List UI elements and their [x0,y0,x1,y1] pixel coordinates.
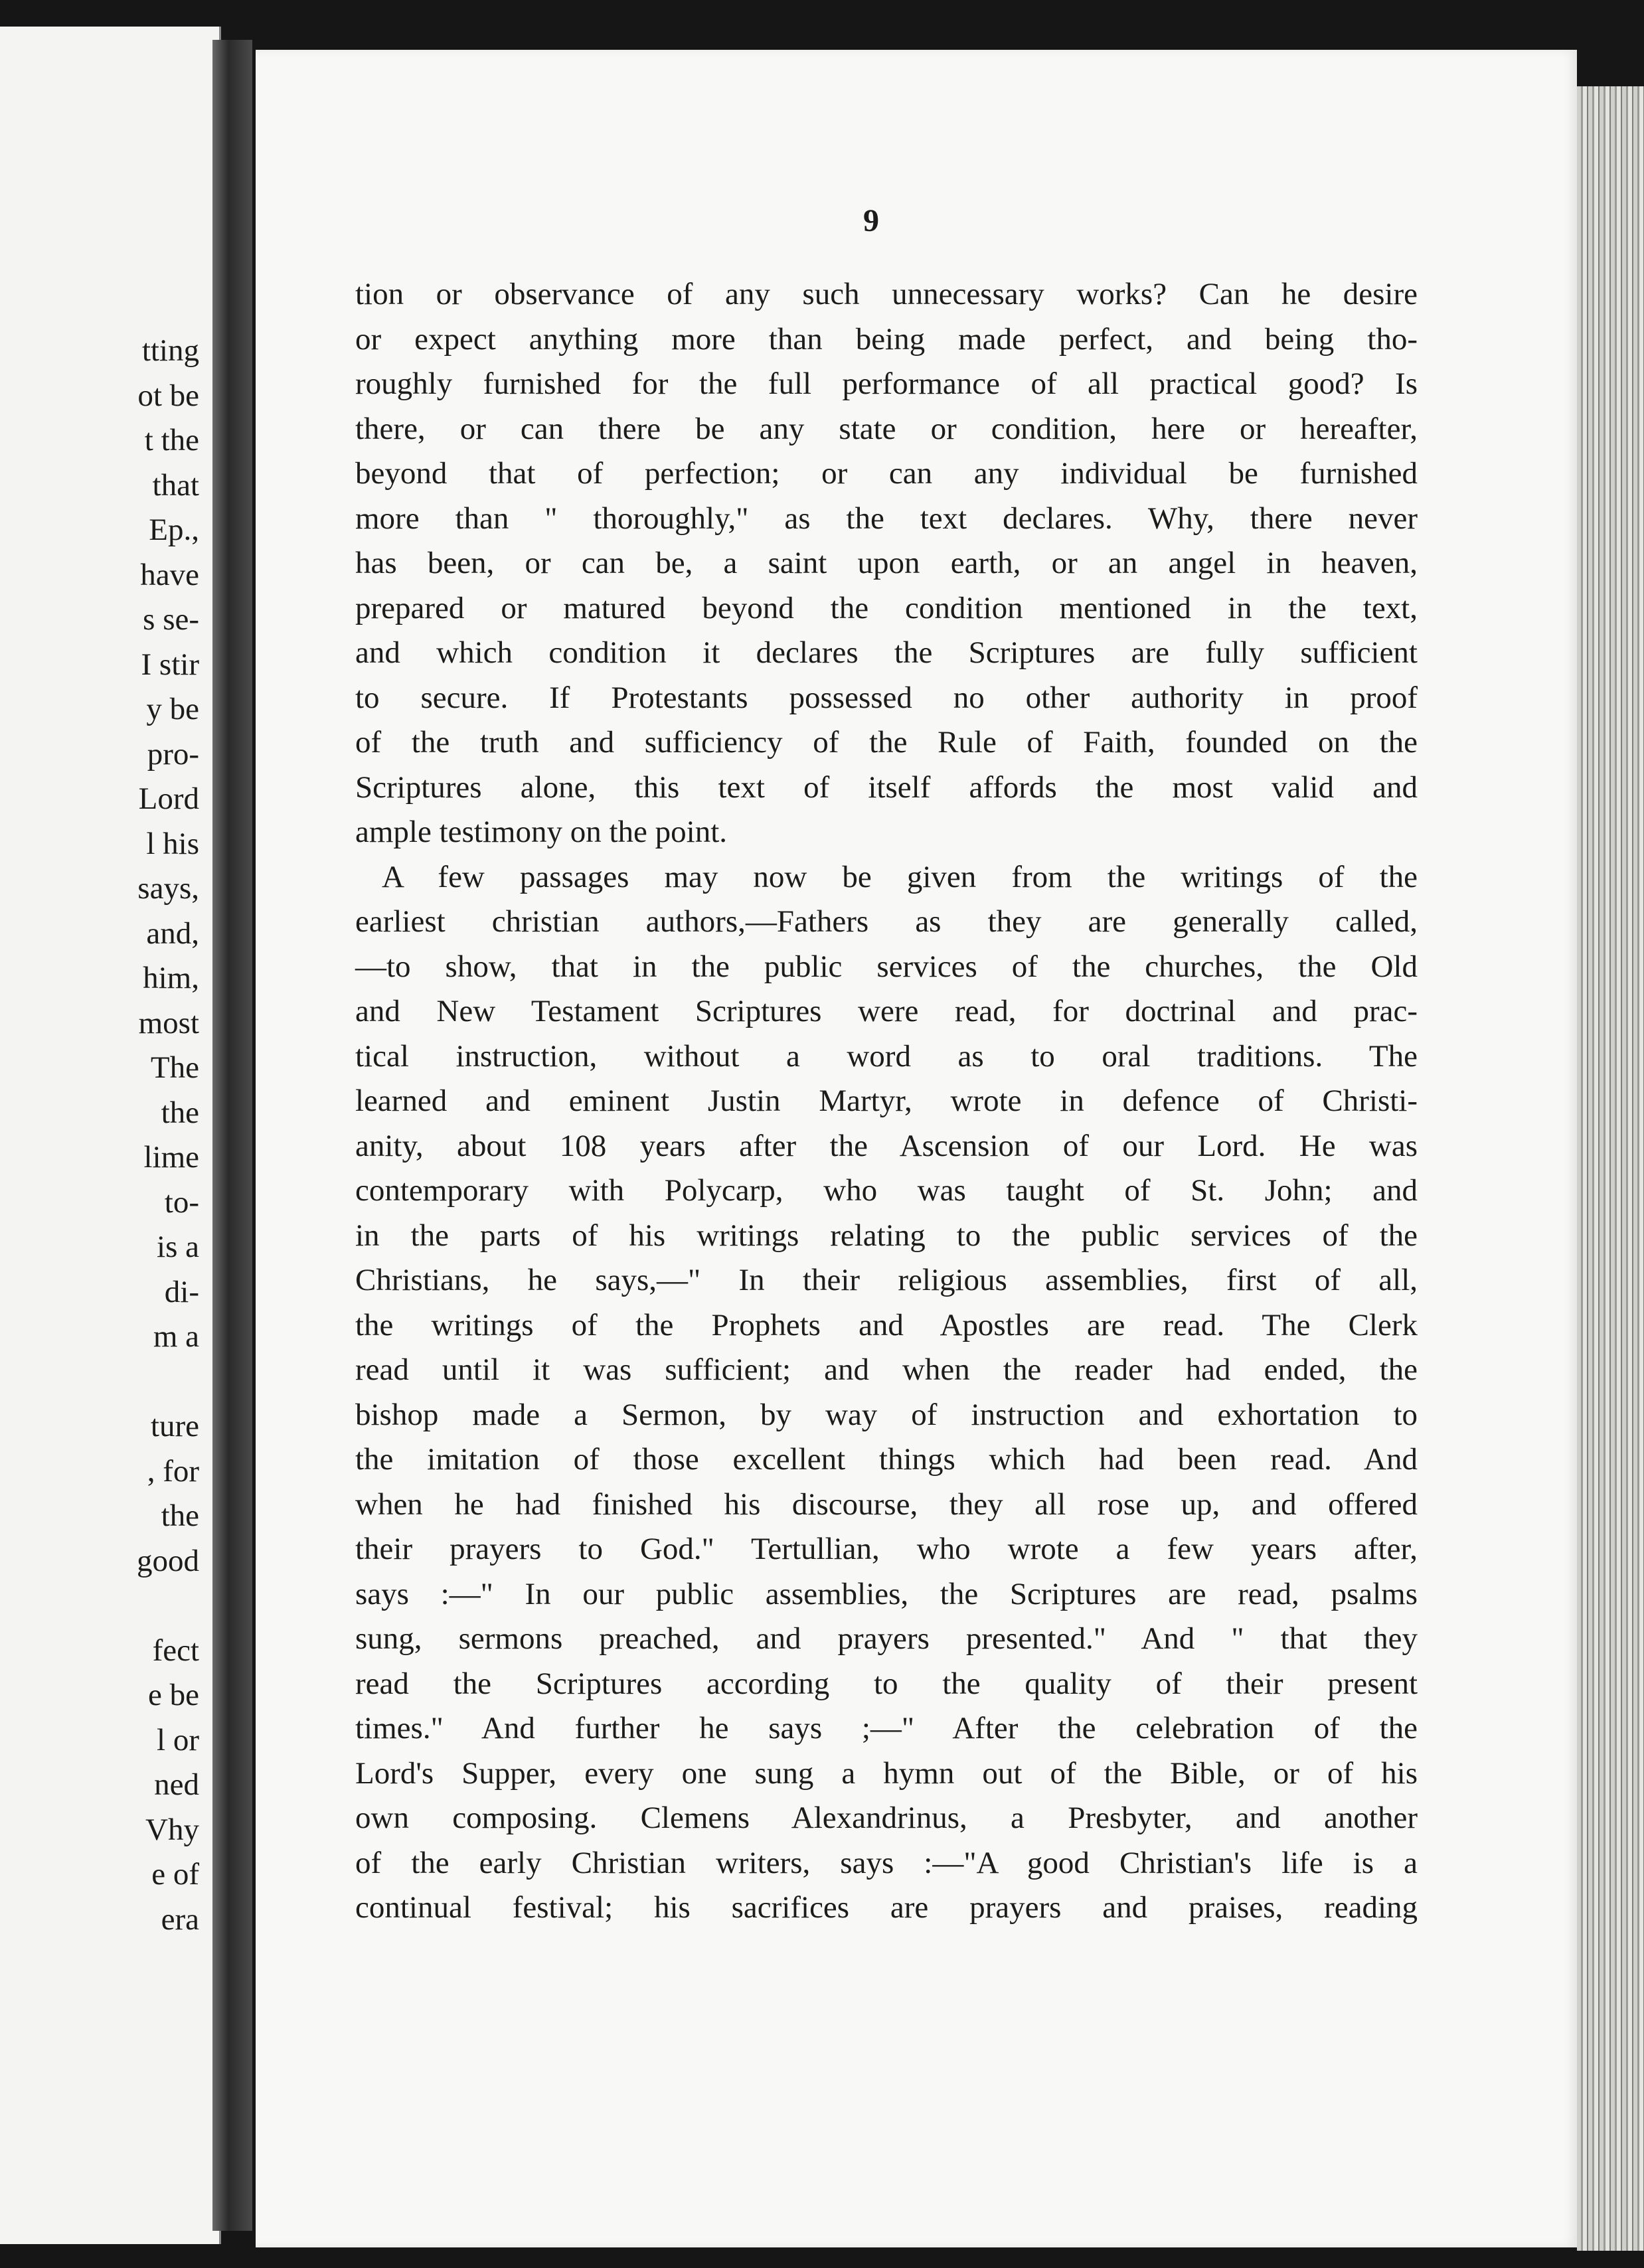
left-page-fragment [0,1583,199,1629]
text-line: own composing. Clemens Alexandrinus, a Presbyter, and another [355,1801,1418,1835]
text-line: Lord's Supper, every one sung a hymn out of the Bible, or of his [355,1755,1418,1791]
text-line: prepared or matured beyond the condition mentioned in the text, [355,590,1418,625]
left-page-fragment: tting [141,333,199,368]
text-line: earliest christian authors,—Fathers as they are generally called, [355,904,1418,939]
left-page-fragment: good [137,1543,199,1578]
text-line: bishop made a Sermon, by way of instruction and exhortation to [355,1397,1418,1432]
text-line: says :—" In our public assemblies, the Scriptures are read, psalms [355,1576,1418,1611]
text-line: and New Testament Scriptures were read, for doctrinal and prac- [355,994,1418,1028]
page-body-text [355,272,1418,1931]
left-page-fragment: ned [154,1767,199,1802]
text-line: continual festival; his sacrifices are prayers and praises, reading [355,1890,1418,1925]
left-page-fragment: , for [147,1453,199,1489]
left-page-fragment: the [161,1498,199,1533]
text-line: contemporary with Polycarp, who was taught of St. John; and [355,1173,1418,1208]
text-line: Scriptures alone, this text of itself affords the most valid and [355,770,1418,805]
text-line: of the truth and sufficiency of the Rule of Faith, founded on the [355,725,1418,760]
text-line: to secure. If Protestants possessed no other authority in proof [355,680,1418,715]
left-page-fragment: ture [150,1409,199,1443]
left-page-fragment: is a [157,1230,199,1264]
left-page-text [0,329,199,1942]
left-page-fragment: m a [153,1319,199,1354]
left-page-fragment: and, [146,916,199,951]
text-line: anity, about 108 years after the Ascension of our Lord. He was [355,1128,1418,1163]
text-line: the writings of the Prophets and Apostles are read. The Clerk [355,1307,1418,1342]
left-page-fragment: ot be [137,378,199,413]
text-line: the imitation of those excellent things which had been read. And [355,1442,1418,1477]
left-page-fragment: e of [151,1857,199,1892]
left-page-fragment: t the [144,423,199,457]
left-page-fragment: have [140,557,199,592]
text-line: and which condition it declares the Scriptures are fully sufficient [355,635,1418,670]
left-page-fragment: era [161,1902,199,1937]
book-gutter [212,40,252,2231]
text-line: A few passages may now be given from the writings of the [382,859,1418,894]
left-page-fragment: Lord [138,781,199,816]
text-line: of the early Christian writers, says :—"A good Christian's life is a [355,1845,1418,1880]
text-line: ample testimony on the point. [355,815,728,849]
text-line: when he had finished his discourse, they all rose up, and offered [355,1487,1418,1522]
left-page-fragment: Vhy [145,1812,199,1847]
text-line: read until it was sufficient; and when the reader had ended, the [355,1352,1418,1387]
left-page-fragment: di- [164,1274,199,1309]
left-page-fragment: l or [157,1722,199,1757]
left-page-fragment: s se- [143,602,199,637]
text-line: —to show, that in the public services of the churches, the Old [355,949,1418,984]
text-line: sung, sermons preached, and prayers presented." And " that they [355,1621,1418,1656]
left-page-fragment: him, [143,961,199,995]
left-page-fragment: Ep., [149,513,199,547]
text-line: has been, or can be, a saint upon earth, or an angel in heaven, [355,546,1418,580]
text-line: tion or observance of any such unnecessary works? Can he desire [355,277,1418,311]
text-line: read the Scriptures according to the quality of their present [355,1666,1418,1701]
left-page-fragment: The [150,1050,199,1085]
text-line: learned and eminent Justin Martyr, wrote in defence of Christi- [355,1084,1418,1118]
left-page-fragment [0,1360,199,1405]
left-page-fragment: pro- [147,736,199,771]
left-page-fragment: l his [146,826,199,861]
left-facing-page [0,27,221,2244]
left-page-fragment: fect [152,1633,199,1668]
text-line: or expect anything more than being made perfect, and being tho- [355,321,1418,357]
page-number: 9 [863,203,879,238]
left-page-fragment: the [161,1095,199,1130]
left-page-fragment: I stir [141,647,199,682]
text-line: there, or can there be any state or condition, here or hereafter, [355,411,1418,446]
left-page-fragment: e be [148,1678,199,1712]
text-line: beyond that of perfection; or can any individual be furnished [355,456,1418,491]
text-line: tical instruction, without a word as to oral traditions. The [355,1038,1418,1074]
left-page-fragment: lime [143,1140,199,1174]
left-page-fragment: that [152,467,199,503]
text-line: their prayers to God." Tertullian, who wrote a few years after, [355,1532,1418,1566]
text-line: roughly furnished for the full performance of all practical good? Is [355,366,1418,401]
left-page-fragment: y be [146,692,199,726]
text-line: Christians, he says,—" In their religious assemblies, first of all, [355,1263,1418,1297]
left-page-fragment: to- [164,1184,199,1220]
left-page-fragment: most [138,1005,199,1040]
text-line: times." And further he says ;—" After the celebration of the [355,1711,1418,1745]
text-line: more than " thoroughly," as the text declares. Why, there never [355,501,1418,536]
page-edges [1577,86,1644,2251]
left-page-fragment: says, [137,871,199,906]
text-line: in the parts of his writings relating to the public services of the [355,1218,1418,1253]
